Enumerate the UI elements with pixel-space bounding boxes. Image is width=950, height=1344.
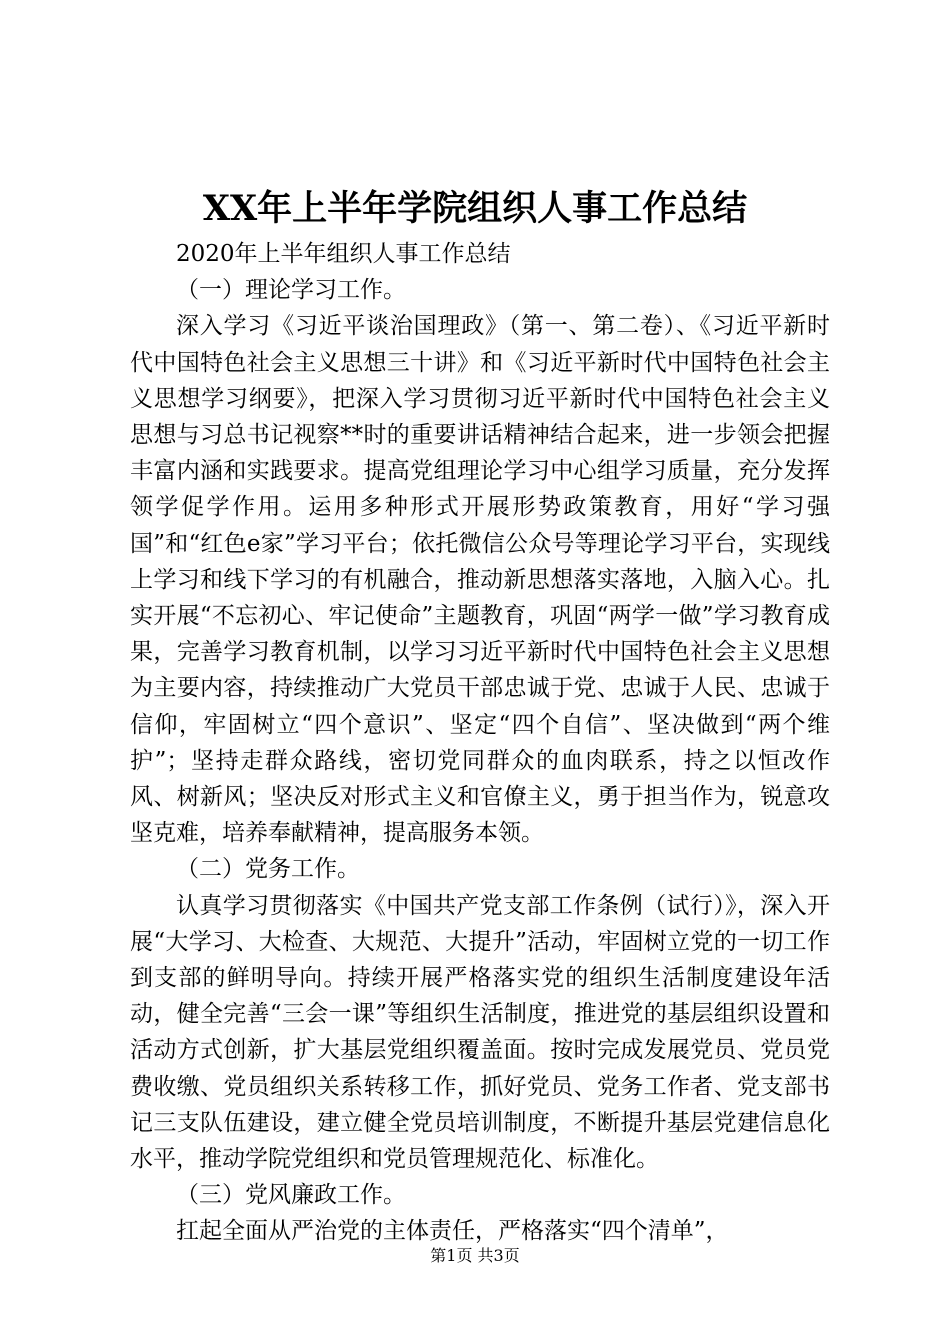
paragraph-integrity: 扛起全面从严治党的主体责任，严格落实“四个清单”，: [176, 1218, 729, 1245]
section-heading-theory: （一）理论学习工作。: [176, 277, 406, 304]
paragraph-party-affairs: 认真学习贯彻落实《中国共产党支部工作条例（试行）》，深入开展“大学习、大检查、大规范、大提升”活动，牢固树立党的一切工作到支部的鲜明导向。持续开展严格落实党的组织生活制度建设年活动，健全完善“三会一课”等组织生活制度，推进党的基层组织设置和活动方式创新，扩大基层党组织覆盖面。按时完成发展党员、党员党费收缴、党员组织关系转移工作，抓好党员、党务工作者、党支部书记三支队伍建设，建立健全党员培训制度，不断提升基层党建信息化水平，推动学院党组织和党员管理规范化、标准化。: [130, 892, 830, 1173]
paragraph-theory: 深入学习《习近平谈治国理政》（第一、第二卷）、《习近平新时代中国特色社会主义思想三十讲》和《习近平新时代中国特色社会主义思想学习纲要》，把深入学习贯彻习近平新时代中国特色社会主义思想与习总书记视察**时的重要讲话精神结合起来，进一步领会把握丰富内涵和实践要求。提高党组理论学习中心组学习质量，充分发挥领学促学作用。运用多种形式开展形势政策教育，用好“学习强国”和“红色e家”学习平台；依托微信公众号等理论学习平台，实现线上学习和线下学习的有机融合，推动新思想落实落地，入脑入心。扎实开展“不忘初心、牢记使命”主题教育，巩固“两学一做”学习教育成果，完善学习教育机制，以学习习近平新时代中国特色社会主义思想为主要内容，持续推动广大党员干部忠诚于党、忠诚于人民、忠诚于信仰，牢固树立“四个意识”、坚定“四个自信”、坚决做到“两个维护”；坚持走群众路线，密切党同群众的血肉联系，持之以恒改作风、树新风；坚决反对形式主义和官僚主义，勇于担当作为，锐意攻坚克难，培养奉献精神，提高服务本领。: [130, 313, 830, 847]
page-footer: 第1页 共3页: [430, 1246, 520, 1265]
document-body: [130, 236, 830, 1250]
section-heading-integrity: （三）党风廉政工作。: [176, 1182, 406, 1209]
section-heading-party-affairs: （二）党务工作。: [176, 856, 360, 883]
document-title: XX年上半年学院组织人事工作总结: [202, 188, 748, 229]
document-subtitle: 2020年上半年组织人事工作总结: [176, 241, 511, 267]
